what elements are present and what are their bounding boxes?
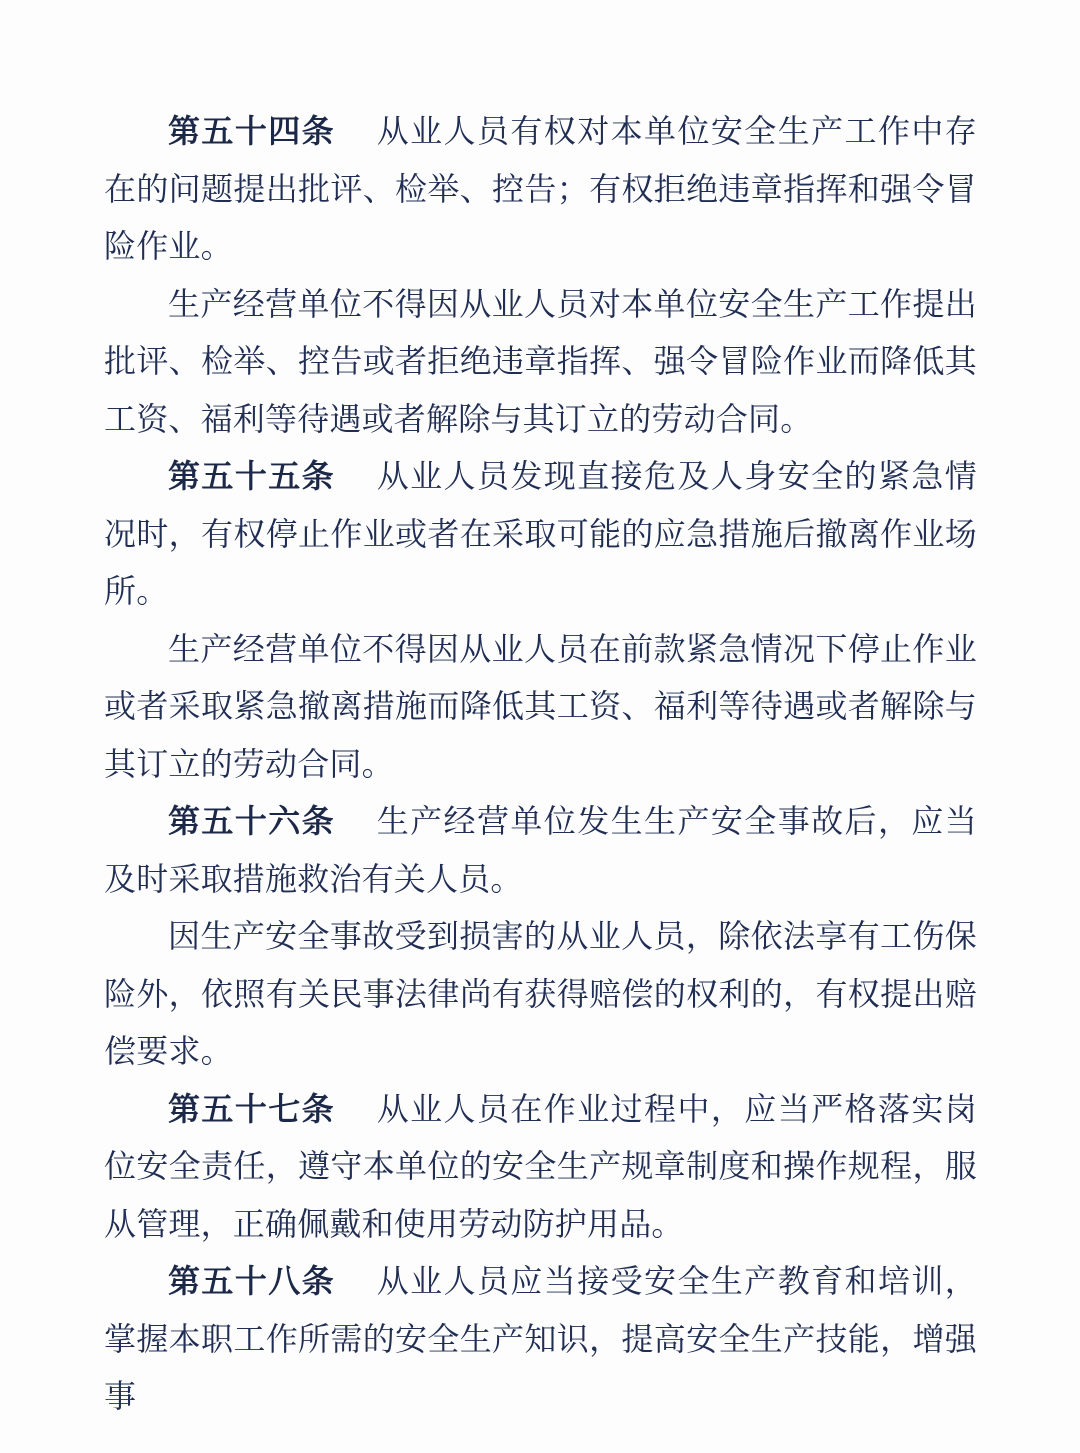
article-number: 第五十四条 (168, 113, 336, 149)
paragraph-text: 从业人员应当接受安全生产教育和培训，掌握本职工作所需的安全生产知识，提高安全生产技能，增强事 (104, 1263, 977, 1414)
paragraph-text: 生产经营单位发生生产安全事故后，应当及时采取措施救治有关人员。 (104, 803, 977, 897)
paragraph-text: 从业人员在作业过程中，应当严格落实岗位安全责任，遵守本单位的安全生产规章制度和操作规程，服从管理，正确佩戴和使用劳动防护用品。 (104, 1090, 977, 1242)
article-number: 第五十七条 (168, 1090, 336, 1127)
article-paragraph (104, 908, 977, 1081)
article-paragraph (104, 1081, 977, 1254)
paragraph-text: 从业人员有权对本单位安全生产工作中存在的问题提出批评、检举、控告；有权拒绝违章指挥和强令冒险作业。 (104, 113, 977, 264)
article-paragraph (104, 621, 977, 794)
paragraph-text: 生产经营单位不得因从业人员在前款紧急情况下停止作业或者采取紧急撤离措施而降低其工资、福利等待遇或者解除与其订立的劳动合同。 (104, 630, 977, 782)
article-paragraph (104, 793, 977, 908)
paragraph-text: 因生产安全事故受到损害的从业人员，除依法享有工伤保险外，依照有关民事法律尚有获得赔偿的权利的，有权提出赔偿要求。 (104, 918, 977, 1069)
article-number: 第五十五条 (168, 458, 336, 494)
article-number: 第五十六条 (168, 803, 336, 839)
article-paragraph (104, 103, 977, 276)
paragraph-text: 从业人员发现直接危及人身安全的紧急情况时，有权停止作业或者在采取可能的应急措施后撤离作业场所。 (104, 458, 977, 609)
paragraph-text: 生产经营单位不得因从业人员对本单位安全生产工作提出批评、检举、控告或者拒绝违章指挥、强令冒险作业而降低其工资、福利等待遇或者解除与其订立的劳动合同。 (104, 285, 977, 437)
article-paragraph (104, 276, 977, 449)
article-paragraph (104, 448, 977, 621)
article-paragraph (104, 1253, 977, 1426)
article-number: 第五十八条 (168, 1263, 336, 1299)
